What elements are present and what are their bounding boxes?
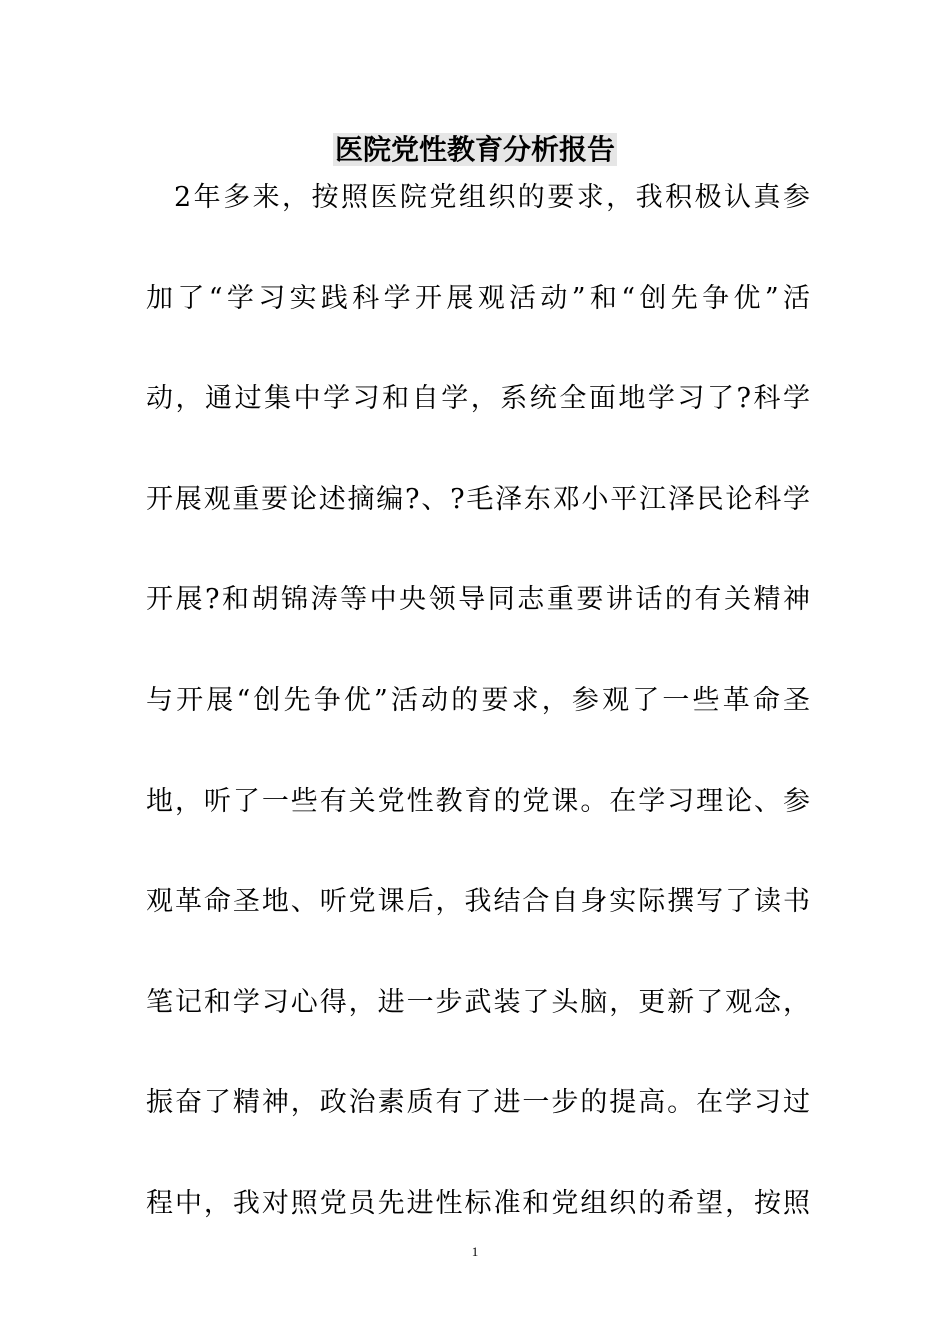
- body-line: 开展观重要论述摘编?、?毛泽东邓小平江泽民论科学: [146, 483, 810, 515]
- body-line: 笔记和学习心得，进一步武装了头脑，更新了观念，: [146, 986, 810, 1018]
- page-number: 1: [471, 1244, 479, 1259]
- body-line: 动，通过集中学习和自学，系统全面地学习了?科学: [146, 383, 810, 415]
- body-line: 程中，我对照党员先进性标准和党组织的希望，按照: [146, 1187, 810, 1219]
- body-line: 振奋了精神，政治素质有了进一步的提高。在学习过: [146, 1087, 810, 1119]
- body-line: 观革命圣地、听党课后，我结合自身实际撰写了读书: [146, 886, 810, 918]
- document-title-text: 医院党性教育分析报告: [334, 133, 615, 166]
- document-body: [146, 170, 810, 1277]
- body-line: 与开展“创先争优”活动的要求，参观了一些革命圣: [146, 684, 810, 716]
- body-line: 开展?和胡锦涛等中央领导同志重要讲话的有关精神: [146, 584, 810, 616]
- body-line: 2年多来，按照医院党组织的要求，我积极认真参: [174, 182, 810, 213]
- body-line: 地，听了一些有关党性教育的党课。在学习理论、参: [146, 785, 810, 817]
- body-line: 加了“学习实践科学开展观活动”和“创先争优”活: [146, 282, 810, 314]
- document-title: [0, 128, 950, 172]
